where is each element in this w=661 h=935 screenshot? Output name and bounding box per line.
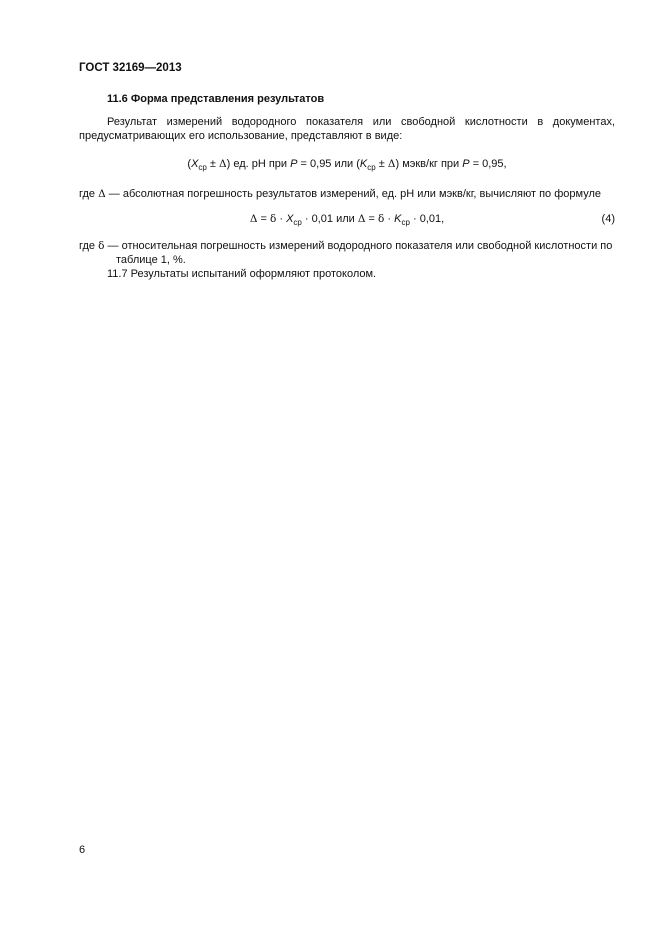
page-number: 6 [79, 844, 86, 856]
equation-number: (4) [601, 213, 615, 225]
section-11-7-paragraph: 11.7 Результаты испытаний оформляют протоколом. [107, 268, 377, 280]
section-intro-paragraph: Результат измерений водородного показателя или свободной кислотности в документах, предусматривающих его использование, представляют в виде: [79, 116, 615, 142]
sigma-definition: где δ — относительная погрешность измерений водородного показателя или свободной кислотности по таблице 1, %. [79, 240, 613, 266]
page-content [79, 92, 615, 281]
error-formula-4: $\Delta = \delta \cdot X_{ср} \cdot 0,01$ или $\Delta = \delta \cdot K_{ср} \cdot 0,01$, (4) [249, 213, 615, 227]
section-title-11-6: 11.6 Форма представления результатов [107, 93, 325, 105]
document-header: ГОСТ 32169—2013 [79, 62, 182, 74]
result-formula: $(X_{ср} \pm \Delta)$ ед. pH при P = 0,95 или $(K_{ср} \pm \Delta)$ мэкв/кг при P = 0,95, [187, 158, 507, 172]
delta-definition: где Δ — абсолютная погрешность результатов измерений, ед. pH или мэкв/кг, вычисляют по формуле [79, 188, 601, 200]
